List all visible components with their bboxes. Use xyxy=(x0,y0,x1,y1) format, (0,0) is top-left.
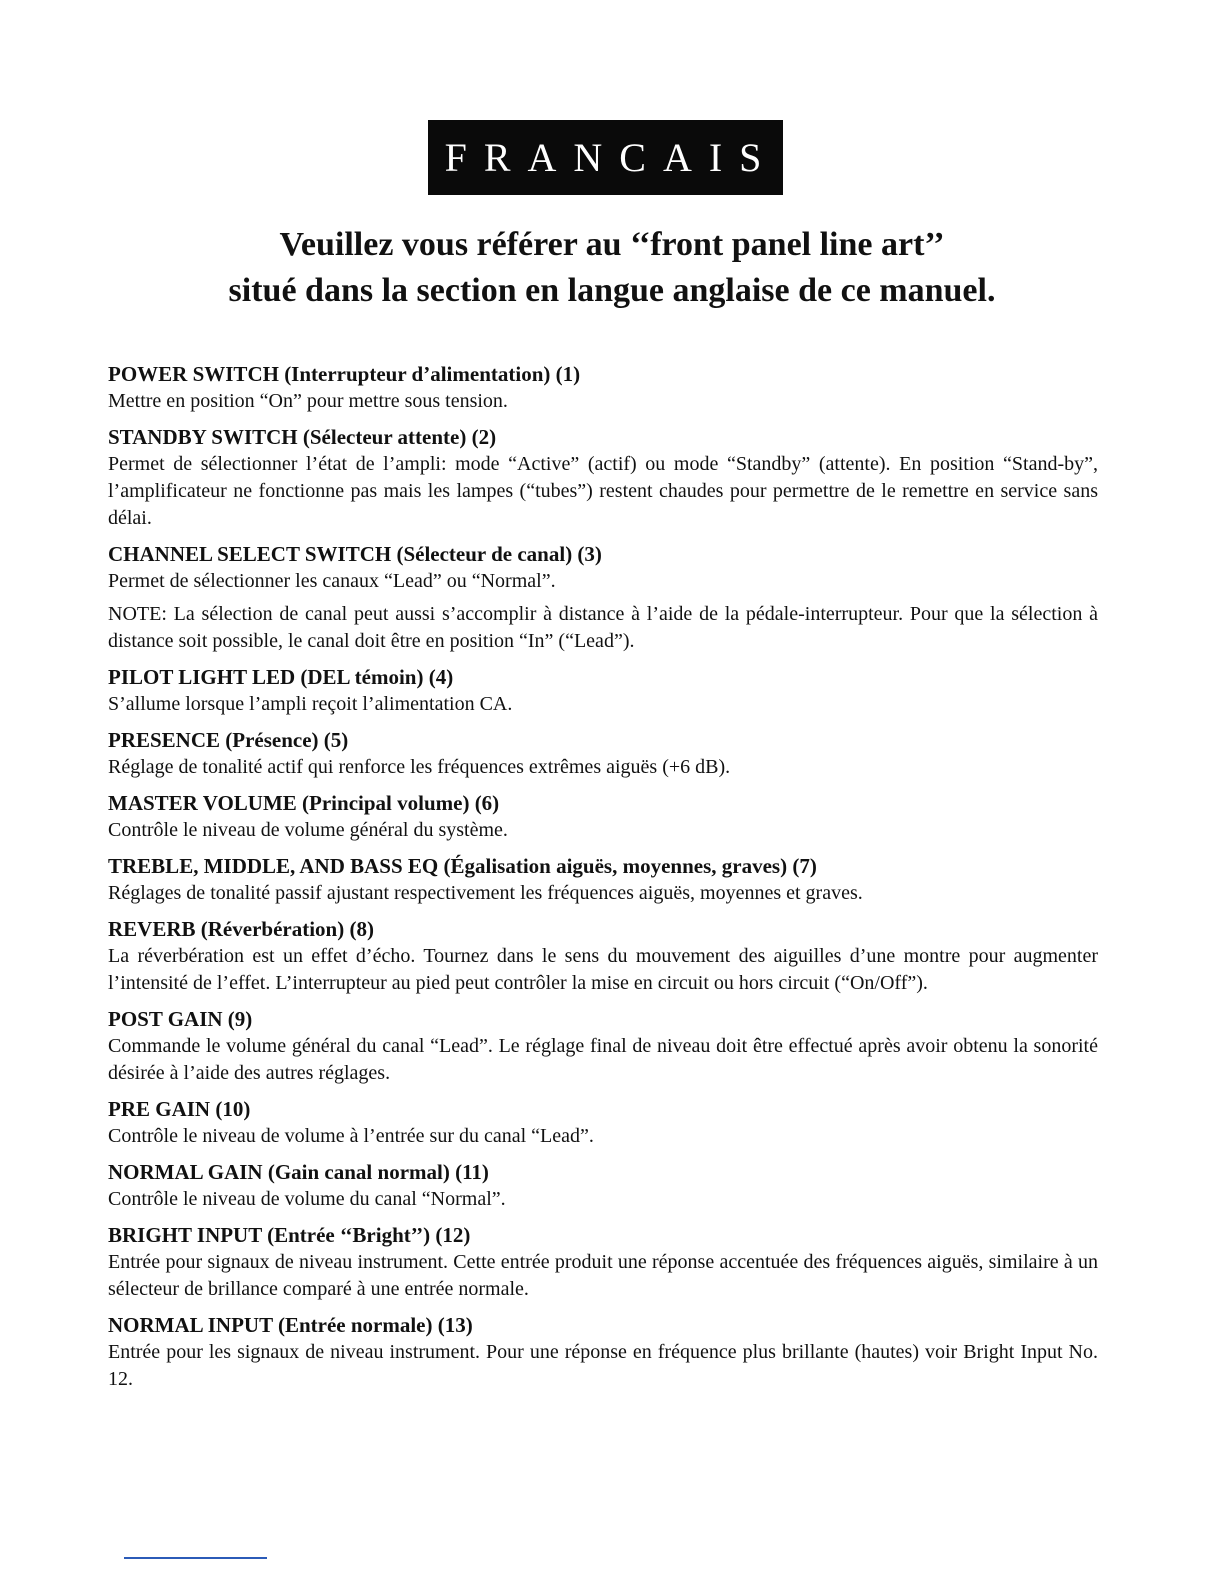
section-presence xyxy=(108,726,1098,781)
section-power-switch xyxy=(108,360,1098,415)
section-title: NORMAL INPUT (Entrée normale) (13) xyxy=(108,1313,473,1337)
note-paragraph xyxy=(108,601,1098,655)
section-title: PRE GAIN (10) xyxy=(108,1097,251,1121)
section-title: PILOT LIGHT LED (DEL témoin) (4) xyxy=(108,665,454,689)
section-bright-input xyxy=(108,1221,1098,1303)
section-standby-switch xyxy=(108,423,1098,532)
section-body: Contrôle le niveau de volume général du système. xyxy=(108,819,508,841)
section-normal-gain xyxy=(108,1158,1098,1213)
section-body: Entrée pour les signaux de niveau instrument. Pour une réponse en fréquence plus brillante (hautes) voir Bright Input No. 12. xyxy=(108,1341,1098,1390)
headline-line-2: situé dans la section en langue anglaise de ce manuel. xyxy=(228,272,996,309)
control-descriptions xyxy=(108,360,1098,1401)
section-body: Réglages de tonalité passif ajustant respectivement les fréquences aiguës, moyennes et graves. xyxy=(108,882,863,904)
section-body: La réverbération est un effet d’écho. Tournez dans le sens du mouvement des aiguilles d’une montre pour augmenter l’intensité de l’effet. L’interrupteur au pied peut contrôler la mise en circuit ou hors circuit (“On/Off”). xyxy=(108,945,1098,994)
section-title: PRESENCE (Présence) (5) xyxy=(108,728,349,752)
section-title: MASTER VOLUME (Principal volume) (6) xyxy=(108,791,500,815)
page-headline xyxy=(0,222,1224,314)
section-body: Permet de sélectionner l’état de l’ampli: mode “Active” (actif) ou mode “Standby” (attente). En position “Stand-by”, l’amplificateur ne fonctionne pas mais les lampes (“tubes”) restent chaudes pour permettre de le remettre en service sans délai. xyxy=(108,453,1098,529)
section-body: Contrôle le niveau de volume à l’entrée sur du canal “Lead”. xyxy=(108,1125,594,1147)
section-pilot-light xyxy=(108,663,1098,718)
section-title: STANDBY SWITCH (Sélecteur attente) (2) xyxy=(108,425,497,449)
section-post-gain xyxy=(108,1005,1098,1087)
section-title: POWER SWITCH (Interrupteur d’alimentation) (1) xyxy=(108,362,581,386)
note-label: NOTE: xyxy=(108,603,167,625)
headline-line-1: Veuillez vous référer au ‘‘front panel line art’’ xyxy=(279,226,945,263)
language-banner: FRANCAIS xyxy=(428,120,783,195)
section-master-volume xyxy=(108,789,1098,844)
section-body: Commande le volume général du canal “Lead”. Le réglage final de niveau doit être effectué après avoir obtenu la sonorité désirée à l’aide des autres réglages. xyxy=(108,1035,1098,1084)
section-body: Permet de sélectionner les canaux “Lead” ou “Normal”. xyxy=(108,570,556,592)
section-title: REVERB (Réverbération) (8) xyxy=(108,917,374,941)
section-body: Contrôle le niveau de volume du canal “Normal”. xyxy=(108,1188,506,1210)
section-channel-select xyxy=(108,540,1098,655)
section-reverb xyxy=(108,915,1098,997)
section-title: TREBLE, MIDDLE, AND BASS EQ (Égalisation aiguës, moyennes, graves) (7) xyxy=(108,854,817,878)
section-title: CHANNEL SELECT SWITCH (Sélecteur de canal) (3) xyxy=(108,542,602,566)
footer-rule xyxy=(124,1557,267,1559)
section-normal-input xyxy=(108,1311,1098,1393)
section-body: Entrée pour signaux de niveau instrument. Cette entrée produit une réponse accentuée des fréquences aiguës, similaire à un sélecteur de brillance comparé à une entrée normale. xyxy=(108,1251,1098,1300)
section-eq xyxy=(108,852,1098,907)
section-body: Mettre en position “On” pour mettre sous tension. xyxy=(108,390,508,412)
section-pre-gain xyxy=(108,1095,1098,1150)
section-title: NORMAL GAIN (Gain canal normal) (11) xyxy=(108,1160,489,1184)
section-body: Réglage de tonalité actif qui renforce les fréquences extrêmes aiguës (+6 dB). xyxy=(108,756,731,778)
section-title: BRIGHT INPUT (Entrée ‘‘Bright’’) (12) xyxy=(108,1223,471,1247)
section-title: POST GAIN (9) xyxy=(108,1007,253,1031)
section-body: S’allume lorsque l’ampli reçoit l’alimentation CA. xyxy=(108,693,513,715)
note-text: La sélection de canal peut aussi s’accomplir à distance à l’aide de la pédale-interrupteur. Pour que la sélection à distance soit possible, le canal doit être en position “In” (“Lead”). xyxy=(108,603,1098,652)
